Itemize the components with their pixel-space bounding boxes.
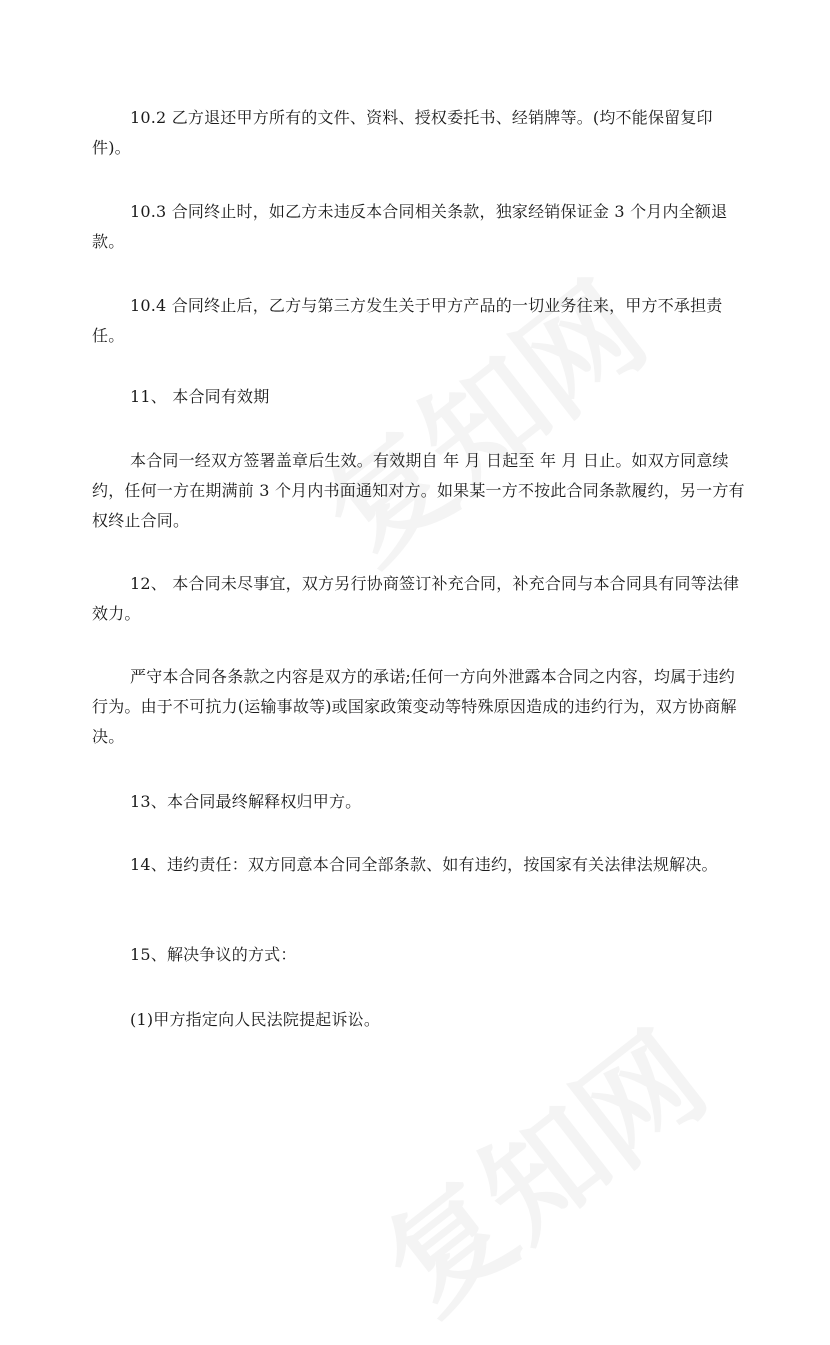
watermark [345, 987, 735, 1344]
clause-11-heading: 11、 本合同有效期 [130, 387, 270, 406]
confidentiality-paragraph: 严守本合同各条款之内容是双方的承诺;任何一方向外泄露本合同之内容，均属于违约行为。由于不可抗力(运输事故等)或国家政策变动等特殊原因造成的违约行为，双方协商解决。 [92, 667, 737, 746]
clause-10-3: 10.3 合同终止时，如乙方未违反本合同相关条款，独家经销保证金 3 个月内全额退款。 [92, 202, 728, 251]
clause-15-item-1: (1)甲方指定向人民法院提起诉讼。 [130, 1010, 381, 1029]
clause-12: 12、 本合同未尽事宜，双方另行协商签订补充合同，补充合同与本合同具有同等法律效力。 [92, 574, 740, 623]
clause-14: 14、违约责任：双方同意本合同全部条款、如有违约，按国家有关法律法规解决。 [130, 855, 718, 874]
validity-paragraph: 本合同一经双方签署盖章后生效。有效期自 年 月 日起至 年 月 日止。如双方同意续约，任何一方在期满前 3 个月内书面通知对方。如果某一方不按此合同条款履约，另一方有权终止合同。 [92, 451, 745, 530]
clause-15-heading: 15、解决争议的方式： [130, 945, 297, 964]
clause-10-2: 10.2 乙方退还甲方所有的文件、资料、授权委托书、经销牌等。(均不能保留复印件)。 [92, 108, 713, 157]
clause-10-4: 10.4 合同终止后，乙方与第三方发生关于甲方产品的一切业务往来，甲方不承担责任。 [92, 296, 723, 345]
clause-13: 13、本合同最终解释权归甲方。 [130, 792, 362, 811]
